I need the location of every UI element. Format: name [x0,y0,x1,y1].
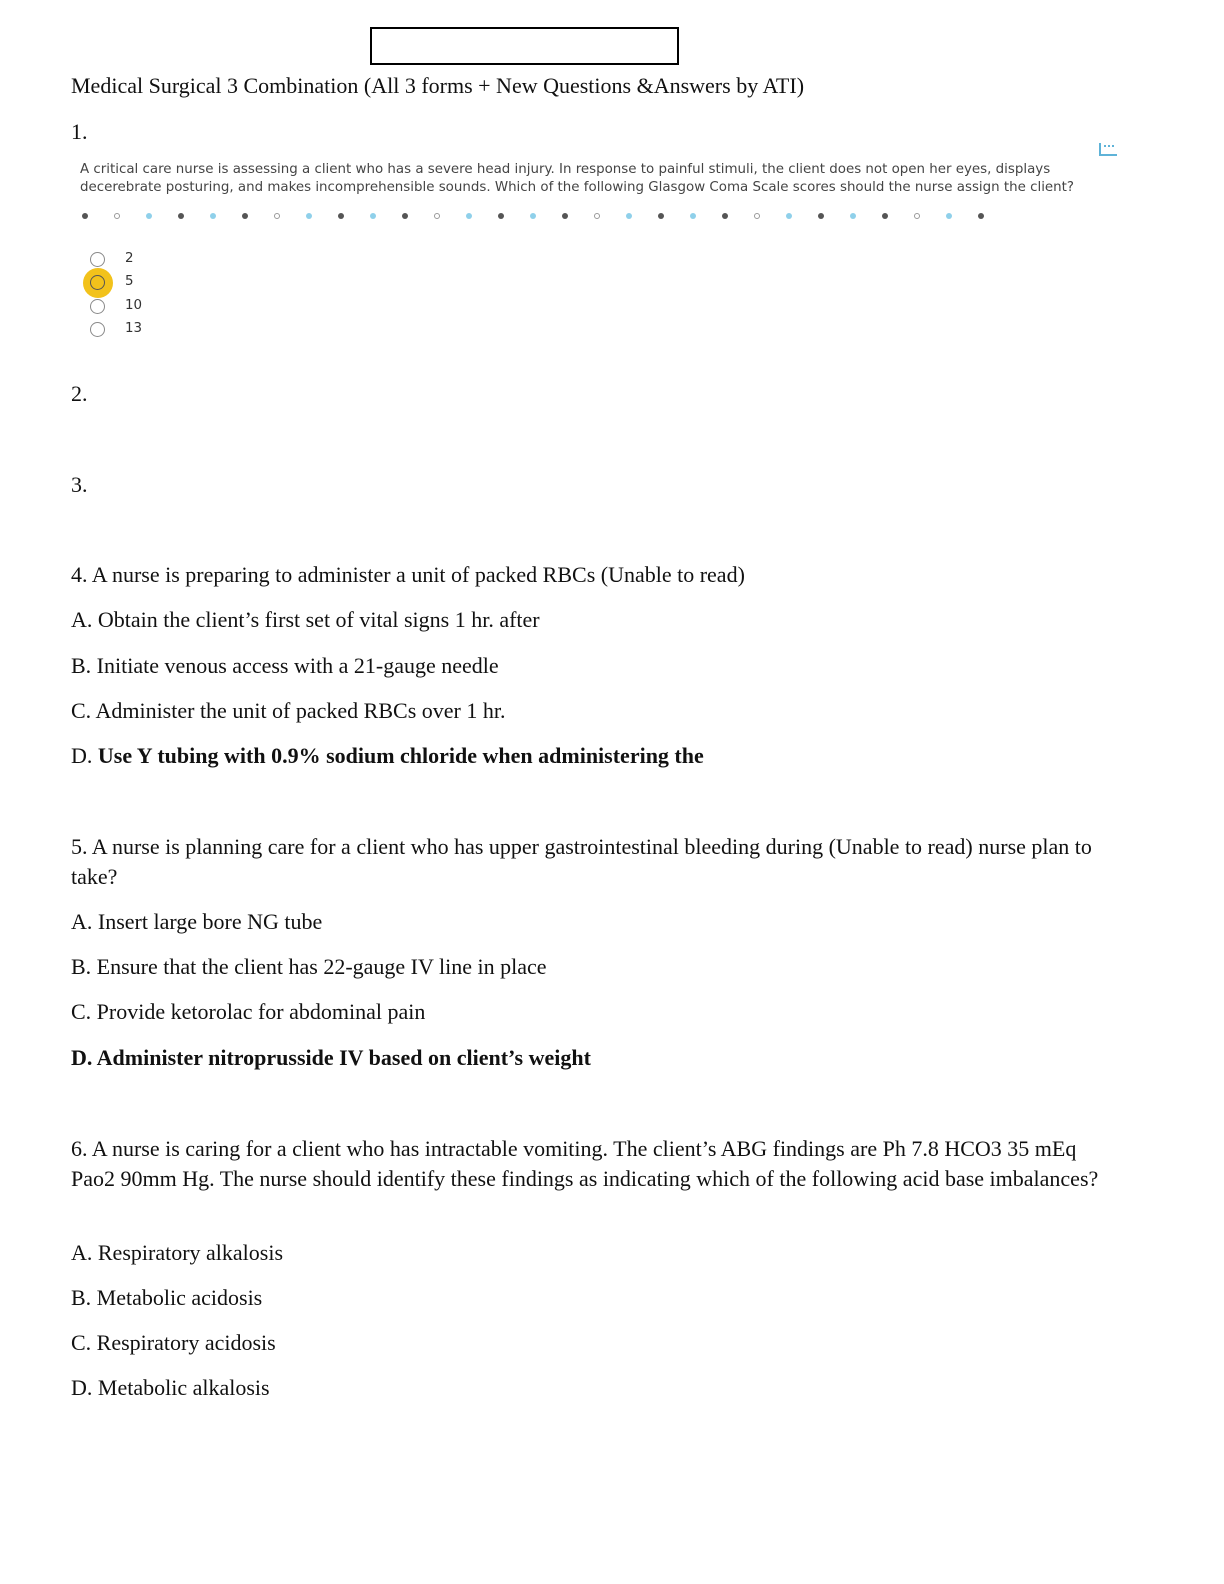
divider-dot [274,213,280,219]
radio-button[interactable] [90,322,105,337]
question-5-option-d: D. Administer nitroprusside IV based on client’s weight [71,1045,591,1070]
document-title: Medical Surgical 3 Combination (All 3 forms + New Questions &Answers by ATI) [71,73,805,98]
divider-dot [178,213,184,219]
divider-dot [338,213,344,219]
option-label: 5 [125,274,134,289]
question-4-stem: 4. A nurse is preparing to administer a unit of packed RBCs (Unable to read) [71,562,745,587]
divider-dot [402,213,408,219]
answer-option-selected[interactable] [82,272,282,294]
question-5-option-c: C. Provide ketorolac for abdominal pain [71,999,426,1024]
divider-dot [306,213,312,219]
divider-dot [722,213,728,219]
question-4-option-d [71,742,704,770]
divider-dot [690,213,696,219]
answer-option[interactable] [82,319,282,341]
question-5-stem: 5. A nurse is planning care for a client who has upper gastrointestinal bleeding during (Unable to read) nurse plan to take? [71,834,1092,889]
answer-option[interactable] [82,296,282,318]
option-label: 13 [125,321,143,336]
divider-dot [210,213,216,219]
option-d-answer: Use Y tubing with 0.9% sodium chloride when administering the [97,743,704,768]
divider-dot [850,213,856,219]
radio-button[interactable] [90,299,105,314]
question-1-number: 1. [71,119,88,144]
question-4-option-b: B. Initiate venous access with a 21-gauge needle [71,653,499,678]
question-6-option-a: A. Respiratory alkalosis [71,1240,284,1265]
question-4-option-c: C. Administer the unit of packed RBCs over 1 hr. [71,698,506,723]
divider-dot [914,213,920,219]
question-6-option-b: B. Metabolic acidosis [71,1285,263,1310]
question-5-option-a: A. Insert large bore NG tube [71,909,323,934]
option-label: 10 [125,298,143,313]
divider-dot [498,213,504,219]
text-to-speech-icon[interactable] [1099,143,1117,156]
divider-dot [594,213,600,219]
divider-dot [818,213,824,219]
question-3-number: 3. [71,472,88,497]
question-5-option-b: B. Ensure that the client has 22-gauge IV line in place [71,954,547,979]
question-6-option-c: C. Respiratory acidosis [71,1330,276,1355]
answer-option[interactable] [82,249,282,271]
radio-button[interactable] [90,252,105,267]
option-label: 2 [125,251,134,266]
divider-dot [146,213,152,219]
divider-dot [754,213,760,219]
divider-dot [978,213,984,219]
question-6-option-d: D. Metabolic alkalosis [71,1375,270,1400]
divider-dot [626,213,632,219]
divider-dot [434,213,440,219]
divider-dot [946,213,952,219]
divider-dot [242,213,248,219]
radio-button-selected[interactable] [90,275,105,290]
header-box [370,27,679,65]
divider-dot [530,213,536,219]
divider-dot [658,213,664,219]
divider-dot [786,213,792,219]
divider-dot [82,213,88,219]
divider-dot [114,213,120,219]
divider-dot [882,213,888,219]
divider-dots [82,213,1022,223]
option-d-prefix: D. [71,743,93,768]
question-1-stem: A critical care nurse is assessing a client who has a severe head injury. In response to painful stimuli, the client does not open her eyes, displays decerebrate posturing, and makes incomprehensible sounds. Which of the following Glasgow Coma Scale scores should the nurse assign the client? [80,162,1075,195]
divider-dot [562,213,568,219]
divider-dot [466,213,472,219]
divider-dot [370,213,376,219]
question-2-number: 2. [71,381,88,406]
question-6-stem: 6. A nurse is caring for a client who has intractable vomiting. The client’s ABG findings are Ph 7.8 HCO3 35 mEq Pao2 90mm Hg. The nurse should identify these findings as indicating which of the following acid base imbalances? [71,1136,1099,1191]
question-4-option-a: A. Obtain the client’s first set of vital signs 1 hr. after [71,607,540,632]
question-1-screenshot [74,140,1124,350]
